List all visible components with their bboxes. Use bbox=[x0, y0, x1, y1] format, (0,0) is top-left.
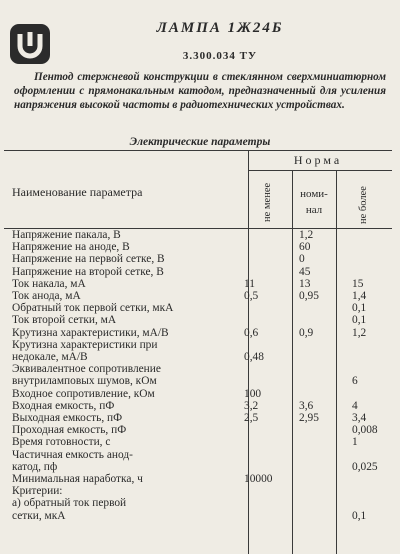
nominal-header-line-2: нал bbox=[305, 204, 323, 216]
max-value: 0,1 bbox=[352, 314, 367, 327]
spec-number: 3.300.034 ТУ bbox=[182, 50, 258, 62]
param-name: сетки, мкА bbox=[12, 509, 66, 522]
nominal-value: 0,95 bbox=[299, 290, 319, 302]
nominal-column-header bbox=[292, 186, 336, 218]
max-column-header: не более bbox=[358, 186, 369, 224]
max-value: 0,1 bbox=[352, 302, 367, 315]
param-name: Напряжение на первой сетке, В bbox=[12, 253, 165, 266]
param-name: недокале, мА/В bbox=[12, 351, 88, 363]
param-name: Напряжение на аноде, В bbox=[12, 241, 130, 254]
max-value: 4 bbox=[352, 399, 358, 412]
description-paragraph: Пентод стержневой конструкции в стеклянном сверхминиатюрном оформлении с прямонакальным катодом, предназначенный для усиления напряжения высокой частоты в радиотехнических устройствах. bbox=[14, 71, 386, 111]
table-row bbox=[12, 302, 392, 314]
max-value: 1 bbox=[352, 436, 358, 449]
nominal-value: 0 bbox=[299, 253, 305, 266]
table-row bbox=[12, 485, 392, 497]
table-row bbox=[12, 363, 392, 375]
nominal-value: 3,6 bbox=[299, 399, 314, 412]
param-name: Частичная емкость анод- bbox=[12, 448, 133, 461]
max-value: 0,1 bbox=[352, 509, 367, 522]
table-top-border bbox=[4, 150, 392, 151]
table-row bbox=[12, 314, 392, 326]
table-row bbox=[12, 412, 392, 424]
nominal-header-line-1: номи- bbox=[300, 188, 328, 200]
table-row bbox=[12, 461, 392, 473]
table-row bbox=[12, 327, 392, 339]
param-name: Крутизна характеристики при bbox=[12, 338, 158, 351]
max-value: 3,4 bbox=[352, 412, 367, 424]
table-row bbox=[12, 290, 392, 302]
table-row bbox=[12, 266, 392, 278]
min-value: 100 bbox=[244, 387, 262, 400]
param-name: Время готовности, с bbox=[12, 436, 111, 449]
table-row bbox=[12, 339, 392, 351]
min-value: 2,5 bbox=[244, 412, 259, 424]
norma-header: Норма bbox=[293, 153, 343, 167]
min-column-header: не менее bbox=[262, 182, 273, 222]
param-column-header: Наименование параметра bbox=[12, 185, 143, 199]
min-value: 0,6 bbox=[244, 326, 259, 339]
param-name: Обратный ток первой сетки, мкА bbox=[12, 302, 174, 315]
max-value: 15 bbox=[352, 277, 364, 290]
param-name: Ток второй сетки, мА bbox=[12, 314, 117, 327]
table-row bbox=[12, 449, 392, 461]
param-name: Напряжение пакала, В bbox=[12, 229, 121, 241]
table-row bbox=[12, 229, 392, 241]
table-row bbox=[12, 388, 392, 400]
table-row bbox=[12, 241, 392, 253]
max-value: 6 bbox=[352, 375, 358, 388]
param-name: Напряжение на второй сетке, В bbox=[12, 265, 164, 278]
table-row bbox=[12, 375, 392, 387]
nominal-value: 1,2 bbox=[299, 229, 314, 241]
max-value: 0,025 bbox=[352, 460, 378, 473]
nominal-value: 45 bbox=[299, 265, 311, 278]
min-value: 11 bbox=[244, 277, 255, 290]
nominal-value: 2,95 bbox=[299, 412, 319, 424]
section-heading: Электрические параметры bbox=[129, 136, 271, 148]
param-name: Крутизна характеристики, мА/В bbox=[12, 326, 169, 339]
table-row bbox=[12, 351, 392, 363]
param-name: Выходная емкость, пФ bbox=[12, 412, 123, 424]
table-row bbox=[12, 510, 392, 522]
table-row bbox=[12, 400, 392, 412]
param-name: Критерии: bbox=[12, 485, 63, 498]
min-value: 3,2 bbox=[244, 399, 259, 412]
max-value: 0,008 bbox=[352, 424, 378, 437]
min-value: 0,48 bbox=[244, 351, 264, 363]
norma-divider bbox=[248, 170, 392, 171]
param-name: внутриламповых шумов, кОм bbox=[12, 375, 157, 388]
param-name: Минимальная наработка, ч bbox=[12, 473, 143, 485]
nominal-value: 60 bbox=[299, 241, 311, 254]
nominal-value: 13 bbox=[299, 277, 311, 290]
param-name: Ток анода, мА bbox=[12, 290, 81, 302]
max-value: 1,2 bbox=[352, 326, 367, 339]
table-row bbox=[12, 497, 392, 509]
max-value: 1,4 bbox=[352, 290, 367, 302]
table-row bbox=[12, 473, 392, 485]
param-name: Ток накала, мА bbox=[12, 277, 86, 290]
table-row bbox=[12, 278, 392, 290]
table-row bbox=[12, 253, 392, 265]
param-name: Входная емкость, пФ bbox=[12, 399, 115, 412]
min-value: 10000 bbox=[244, 473, 273, 485]
param-name: Эквивалентное сопротивление bbox=[12, 363, 161, 376]
param-name: Проходная емкость, пФ bbox=[12, 424, 127, 437]
table-row bbox=[12, 424, 392, 436]
nominal-value: 0,9 bbox=[299, 326, 314, 339]
param-name: катод, пф bbox=[12, 460, 58, 473]
page-title: ЛАМПА 1Ж24Б bbox=[156, 20, 284, 36]
min-value: 0,5 bbox=[244, 290, 259, 302]
param-name: Входное сопротивление, кОм bbox=[12, 387, 155, 400]
table-row bbox=[12, 436, 392, 448]
param-name: а) обратный ток первой bbox=[12, 497, 127, 510]
